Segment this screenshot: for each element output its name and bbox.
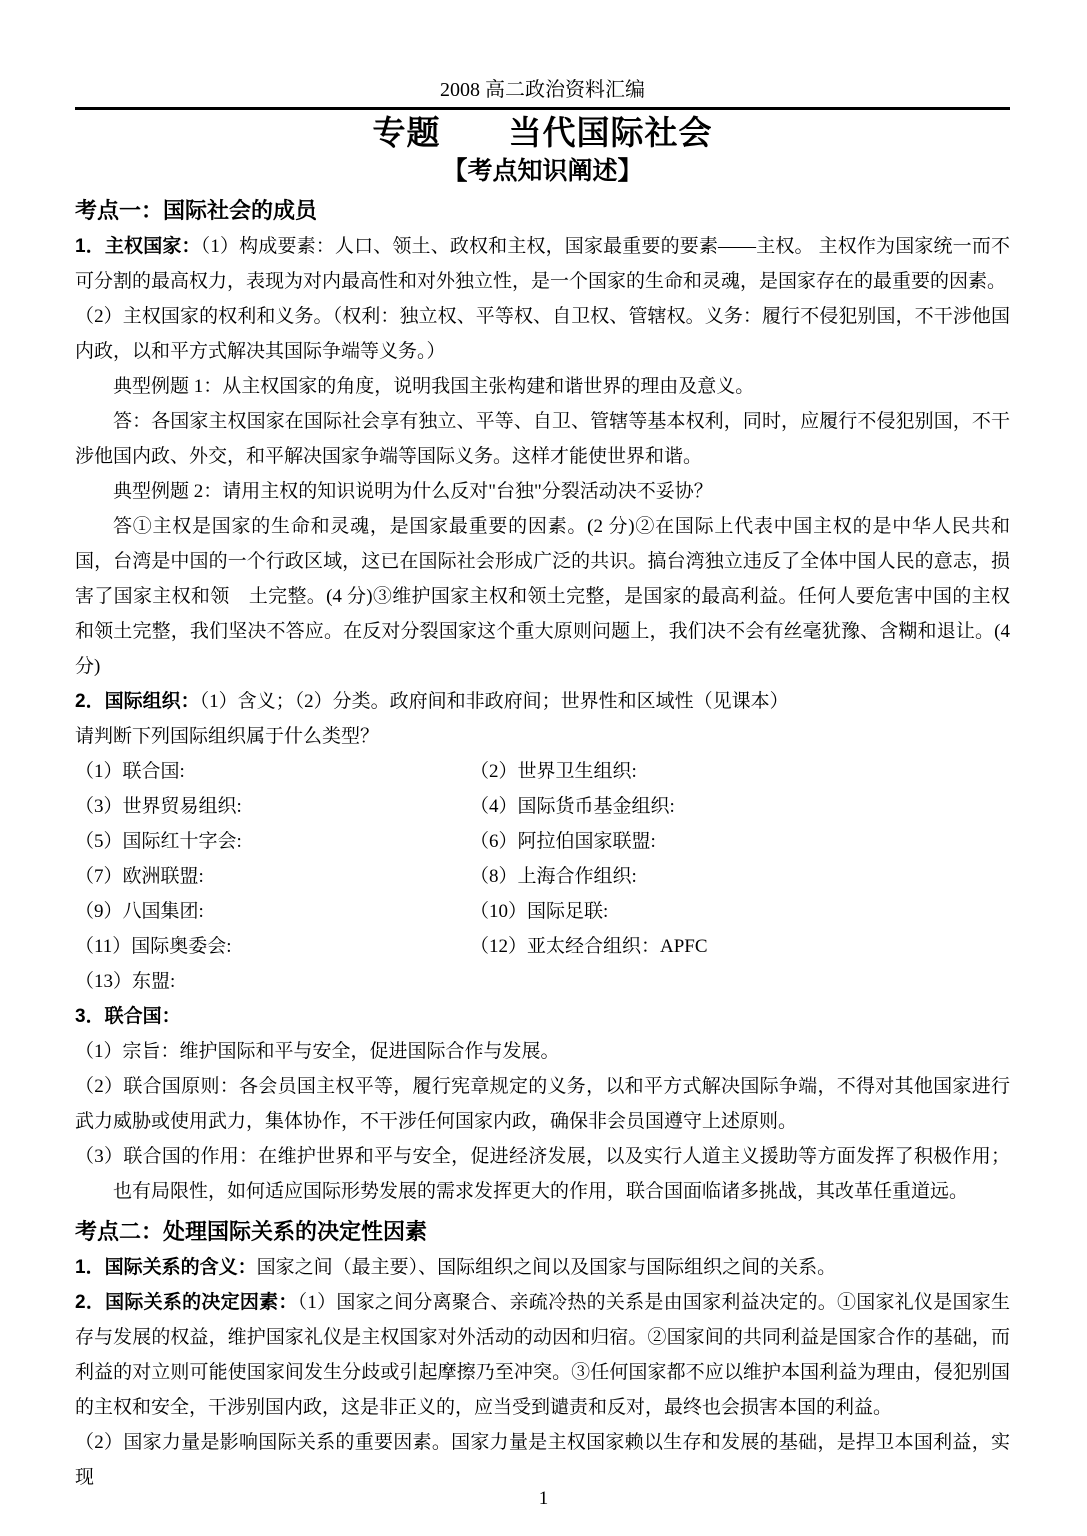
page-header: 2008 高二政治资料汇编 (440, 79, 645, 101)
relations-meaning-text: 国家之间（最主要）、国际组织之间以及国家与国际组织之间的关系。 (256, 1257, 837, 1278)
org-list (75, 754, 1010, 999)
org-item-right (470, 964, 1010, 999)
org-item-left: （7）欧洲联盟: (75, 866, 204, 887)
intl-org-text: （1）含义；（2）分类。政府间和非政府间；世界性和区域性（见课本） (199, 691, 789, 712)
intl-org-label: 2．国际组织： (75, 691, 200, 712)
relations-factor-label: 2．国际关系的决定因素： (75, 1292, 298, 1313)
un-purpose-paragraph: （1）宗旨：维护国际和平与安全，促进国际合作与发展。 (75, 1041, 560, 1062)
org-item-right: （4）国际货币基金组织: (470, 796, 675, 817)
un-paragraph (75, 999, 1010, 1034)
org-item-left: （5）国际红十字会: (75, 831, 242, 852)
org-list-row (75, 964, 1010, 999)
org-item-left: （3）世界贸易组织: (75, 796, 242, 817)
un-role-paragraph: （3）联合国的作用：在维护世界和平与安全，促进经济发展，以及实行人道主义援助等方面发挥了积极作用；也有局限性，如何适应国际形势发展的需求发挥更大的作用，联合国面临诸多挑战，其改革任重道远。 (75, 1146, 1010, 1202)
answer2-paragraph: 答①主权是国家的生命和灵魂，是国家最重要的因素。(2 分)②在国际上代表中国主权的是中华人民共和国，台湾是中国的一个行政区域，这已在国际社会形成广泛的共识。搞台湾独立违反了全体中国人民的意志，损害了国家主权和领 土完整。(4 分)③维护国家主权和领土完整，是国家的最高利益。任何人要危害中国的主权和领土完整，我们坚决不答应。在反对分裂国家这个重大原则问题上，我们决不会有丝毫犹豫、含糊和退让。(4 分) (75, 516, 1010, 677)
section2-heading: 考点二：处理国际关系的决定性因素 (75, 1219, 428, 1244)
org-list-row (75, 859, 1010, 894)
relations-factor-text: （1）国家之间分离聚合、亲疏冷热的关系是由国家利益决定的。①国家礼仪是国家生存与发展的权益，维护国家礼仪是主权国家对外活动的动因和归宿。②国家间的共同利益是国家合作的基础，而利益的对立则可能使国家间发生分歧或引起摩擦乃至冲突。③任何国家都不应以维护本国利益为理由，侵犯别国的主权和安全，干涉别国内政，这是非正义的，应当受到谴责和反对，最终也会损害本国的利益。 (75, 1292, 1010, 1418)
relations-meaning-label: 1．国际关系的含义： (75, 1257, 257, 1278)
example1-paragraph: 典型例题 1：从主权国家的角度，说明我国主张构建和谐世界的理由及意义。 (113, 376, 755, 397)
org-item-right: （2）世界卫生组织: (470, 761, 637, 782)
relations-meaning-paragraph (75, 1250, 1010, 1285)
national-power-paragraph: （2）国家力量是影响国际关系的重要因素。国家力量是主权国家赖以生存和发展的基础，是捍卫本国利益，实现 (75, 1432, 1010, 1488)
org-list-row (75, 789, 1010, 824)
un-label: 3．联合国： (75, 1006, 181, 1027)
section1-heading: 考点一：国际社会的成员 (75, 198, 318, 223)
doc-title: 专题 当代国际社会 (372, 114, 713, 151)
org-item-right: （10）国际足联: (470, 901, 609, 922)
header-divider (75, 107, 1010, 110)
sovereign-state-paragraph (75, 229, 1010, 299)
org-list-row (75, 824, 1010, 859)
example2-paragraph: 典型例题 2：请用主权的知识说明为什么反对"台独"分裂活动决不妥协？ (113, 481, 713, 502)
org-item-left: （11）国际奥委会: (75, 936, 232, 957)
org-list-row (75, 754, 1010, 789)
sovereign-state-text: （1）构成要素：人口、领土、政权和主权，国家最重要的要素——主权。 主权作为国家统一而不可分割的最高权力，表现为对内最高性和对外独立性，是一个国家的生命和灵魂，是国家存在的最重要的因素。 (75, 236, 1010, 292)
org-item-left: （9）八国集团: (75, 901, 204, 922)
intl-org-paragraph (75, 684, 1010, 719)
doc-subtitle: 【考点知识阐述】 (442, 158, 643, 185)
relations-factor-paragraph (75, 1285, 1010, 1425)
un-principles-paragraph: （2）联合国原则：各会员国主权平等，履行宪章规定的义务，以和平方式解决国际争端，不得对其他国家进行武力威胁或使用武力，集体协作，不干涉任何国家内政，确保非会员国遵守上述原则。 (75, 1076, 1010, 1132)
org-item-right: （8）上海合作组织: (470, 866, 637, 887)
org-item-right: （6）阿拉伯国家联盟: (470, 831, 656, 852)
org-item-left: （1）联合国: (75, 761, 185, 782)
org-list-row (75, 894, 1010, 929)
org-item-left: （13）东盟: (75, 971, 176, 992)
page-number: 1 (538, 1488, 549, 1509)
org-list-row (75, 929, 1010, 964)
quiz-prompt: 请判断下列国际组织属于什么类型？ (75, 726, 380, 747)
sovereign-state-label: 1．主权国家： (75, 236, 201, 257)
org-item-right: （12）亚太经合组织：APFC (470, 936, 708, 957)
answer1-paragraph: 答：各国家主权国家在国际社会享有独立、平等、自卫、管辖等基本权利，同时，应履行不侵犯别国，不干涉他国内政、外交，和平解决国家争端等国际义务。这样才能使世界和谐。 (75, 411, 1010, 467)
rights-duties-paragraph: （2）主权国家的权利和义务。（权利：独立权、平等权、自卫权、管辖权。义务：履行不侵犯别国，不干涉他国内政，以和平方式解决其国际争端等义务。） (75, 306, 1010, 362)
